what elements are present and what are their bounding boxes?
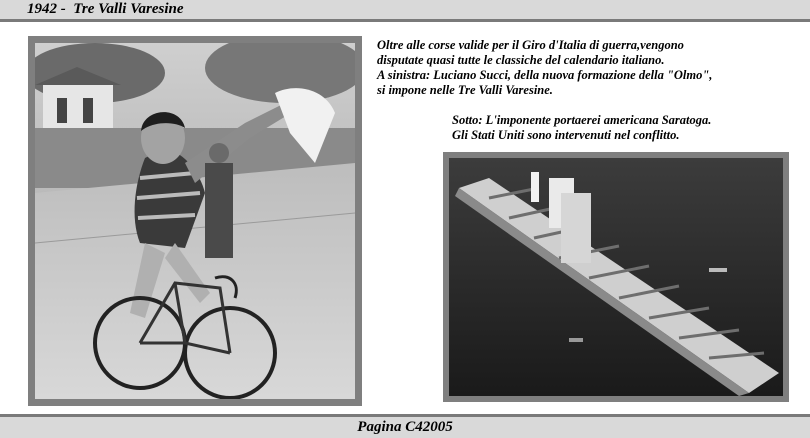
aircraft-carrier-photo-image — [449, 158, 783, 396]
cyclist-photo-image — [35, 43, 355, 399]
main-caption — [377, 38, 797, 98]
secondary-caption-line: Sotto: L'imponente portaerei americana Saratoga. — [452, 113, 712, 127]
main-caption-line: disputate quasi tutte le classiche del calendario italiano. — [377, 53, 665, 67]
aircraft-carrier-photo — [443, 152, 789, 402]
main-caption-line: A sinistra: Luciano Succi, della nuova formazione della "Olmo", — [377, 68, 713, 82]
secondary-caption-line: Gli Stati Uniti sono intervenuti nel conflitto. — [452, 128, 680, 142]
cyclist-photo — [28, 36, 362, 406]
main-caption-line: si impone nelle Tre Valli Varesine. — [377, 83, 553, 97]
main-caption-line: Oltre alle corse valide per il Giro d'Italia di guerra,vengono — [377, 38, 684, 52]
page-number: Pagina C42005 — [357, 419, 453, 435]
footer-bar — [0, 414, 810, 438]
header-bar — [0, 0, 810, 22]
page-title: 1942 - Tre Valli Varesine — [27, 1, 184, 17]
secondary-caption — [452, 113, 802, 143]
